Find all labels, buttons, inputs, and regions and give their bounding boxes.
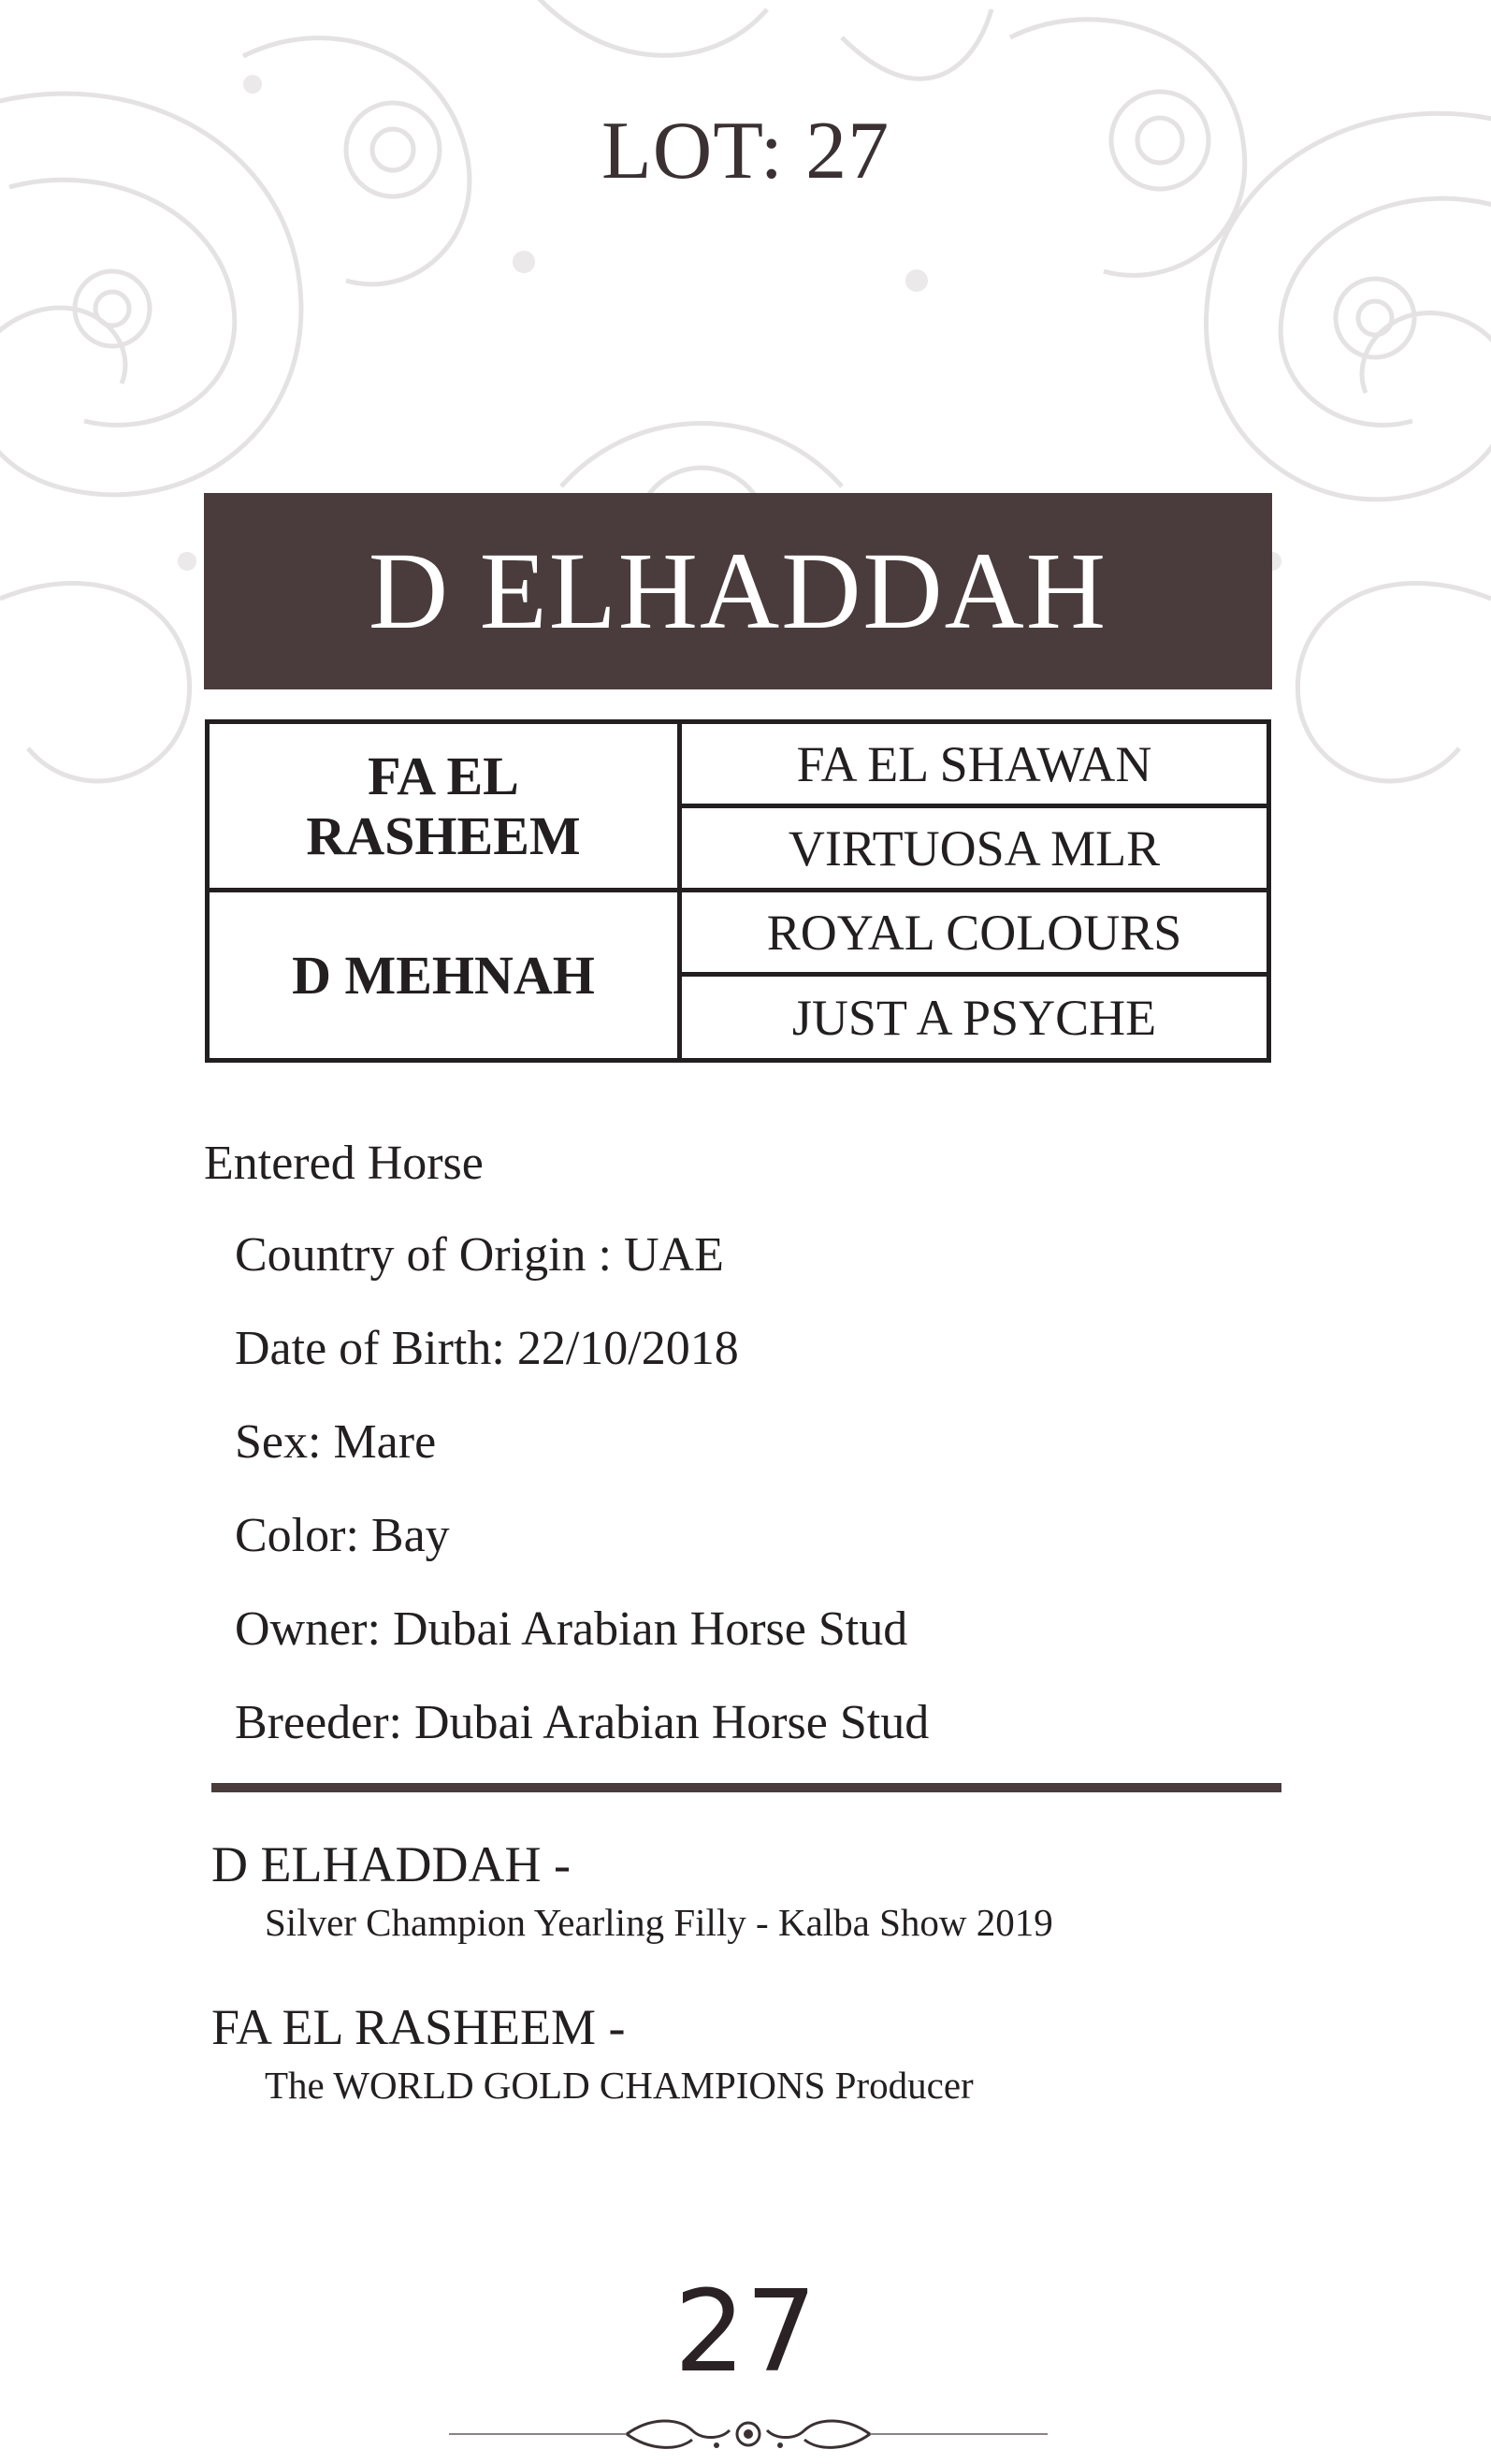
- pedigree-sire: [210, 724, 677, 892]
- detail-date-of-birth: Date of Birth: 22/10/2018: [235, 1322, 739, 1375]
- detail-owner: Owner: Dubai Arabian Horse Stud: [235, 1602, 908, 1656]
- pedigree-table: [205, 719, 1271, 1063]
- note-title: FA EL RASHEEM -: [211, 1999, 626, 2055]
- detail-country: Country of Origin : UAE: [235, 1228, 724, 1282]
- pedigree-sire-dam: VIRTUOSA MLR: [682, 808, 1267, 892]
- pedigree-sire-name: FA EL RASHEEM: [306, 745, 581, 866]
- section-divider: [211, 1783, 1281, 1792]
- flourish-ornament-icon: [449, 2413, 1048, 2455]
- pedigree-dam: [210, 892, 677, 1058]
- pedigree-dam-name: D MEHNAH: [292, 944, 595, 1006]
- note-text: The WORLD GOLD CHAMPIONS Producer: [265, 2064, 974, 2107]
- detail-breeder: Breeder: Dubai Arabian Horse Stud: [235, 1696, 930, 1749]
- horse-name: D ELHADDAH: [368, 529, 1108, 652]
- pedigree-sire-sire: FA EL SHAWAN: [682, 724, 1267, 808]
- pedigree-dam-dam: JUST A PSYCHE: [791, 989, 1157, 1046]
- note-text: Silver Champion Yearling Filly - Kalba Show 2019: [265, 1901, 1053, 1944]
- page-number: 27: [673, 2268, 818, 2398]
- horse-name-banner: [204, 493, 1272, 689]
- note-title: D ELHADDAH -: [211, 1836, 571, 1892]
- detail-color: Color: Bay: [235, 1509, 450, 1562]
- detail-sex: Sex: Mare: [235, 1415, 437, 1469]
- lot-title: LOT: 27: [601, 106, 890, 196]
- details-heading: Entered Horse: [204, 1137, 484, 1190]
- pedigree-dam-sire: ROYAL COLOURS: [682, 892, 1267, 977]
